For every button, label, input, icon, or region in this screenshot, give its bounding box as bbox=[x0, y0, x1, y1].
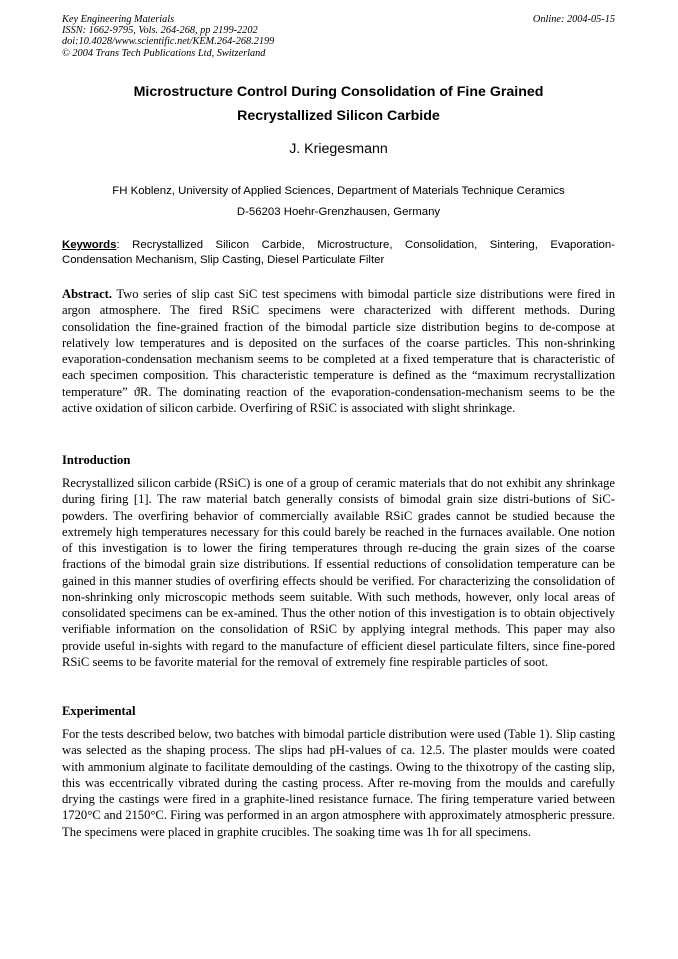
issn-line: ISSN: 1662-9795, Vols. 264-268, pp 2199-2202 bbox=[62, 25, 258, 37]
introduction-heading: Introduction bbox=[62, 453, 131, 467]
experimental-heading: Experimental bbox=[62, 704, 136, 718]
affiliation-line-2: D-56203 Hoehr-Grenzhausen, Germany bbox=[236, 206, 441, 218]
keywords-label: Keywords bbox=[62, 239, 117, 251]
author: J. Kriegesmann bbox=[289, 141, 388, 157]
title-line-1: Microstructure Control During Consolidation of Fine Grained bbox=[133, 84, 544, 100]
journal-header bbox=[62, 14, 615, 59]
copyright-line: © 2004 Trans Tech Publications Ltd, Switzerland bbox=[62, 47, 266, 59]
affiliation bbox=[62, 181, 615, 223]
experimental-text: For the tests described below, two batches with bimodal particle distribution were used (Table 1). Slip casting was selected as the shaping process. The slips had pH-values of ca. 12.5. The plaster moulds were coated with ammonium alginate to facilitate demoulding of the castings. Owing to the thixotropy of the casting slip, this was eccentrically vibrated during the casting process. After re-moving from the moulds and carefully drying the castings were fired in a graphite-lined resistance furnace. The firing temperature varied between 1720°C and 2150°C. Firing was performed in an argon atmosphere with approximately atmospheric pressure. The specimens were placed in graphite crucibles. The soaking time was 1h for all specimens. bbox=[62, 727, 615, 839]
journal-name: Key Engineering Materials bbox=[62, 14, 175, 25]
abstract-text: Two series of slip cast SiC test specimens with bimodal particle size distributions were fired in argon atmosphere. The fired RSiC specimens were characterized with different methods. During consolidation the fine-grained fraction of the bimodal particle size distribution begins to de-compose at relatively low temperatures and is deposited on the surfaces of the coarse particles. This non-shrinking evaporation-condensation mechanism seems to be completed at a fixed temperature that is characteristic of each specimen composition. This characteristic temperature is defined as the “maximum recrystallization temperature” ϑR. The dominating reaction of the evaporation-condensation-mechanism seems to be the active oxidation of silicon carbide. Overfiring of RSiC is associated with slight shrinkage. bbox=[62, 287, 615, 415]
paper-title bbox=[62, 80, 615, 128]
introduction-text: Recrystallized silicon carbide (RSiC) is one of a group of ceramic materials that do not exhibit any shrinkage during firing [1]. The raw material batch generally consists of bimodal grain size distri-butions of SiC-powders. The overfiring behavior of commercially available RSiC grades cannot be studied because the extremely high temperatures necessary for this could barely be reached in the furnaces available. One notion of this investigation is to lower the firing temperatures through re-ducing the grain sizes of the coarse fractions of the bimodal grain size distributions. If essential reductions of consolidation temperature can be gained in this manner studies of overfiring effects should be verified. For characterizing the consolidation of non-shrinking only microscopic methods seem suitable. With such methods, however, only local areas of consolidated specimens can be ex-amined. Thus the other notion of this investigation is to obtain objectively verifiable information on the consolidation of RSiC by applying integral methods. This paper may also provide useful in-sights with regard to the manufacture of efficient diesel particulate filters, since fine-pored RSiC seems to be favorite material for the removal of extremely fine respirable particles of soot. bbox=[62, 476, 615, 669]
title-line-2: Recrystallized Silicon Carbide bbox=[237, 108, 440, 124]
doi-line: doi:10.4028/www.scientific.net/KEM.264-268.2199 bbox=[62, 36, 275, 48]
keywords-block bbox=[62, 238, 615, 267]
abstract-block bbox=[62, 286, 615, 416]
affiliation-line-1: FH Koblenz, University of Applied Sciences, Department of Materials Technique Ceramics bbox=[112, 185, 565, 197]
online-date: Online: 2004-05-15 bbox=[532, 14, 615, 25]
keywords-text: : Recrystallized Silicon Carbide, Microstructure, Consolidation, Sintering, Evaporation-Condensation Mechanism, Slip Casting, Diesel Particulate Filter bbox=[62, 239, 615, 266]
abstract-label: Abstract. bbox=[62, 287, 113, 301]
